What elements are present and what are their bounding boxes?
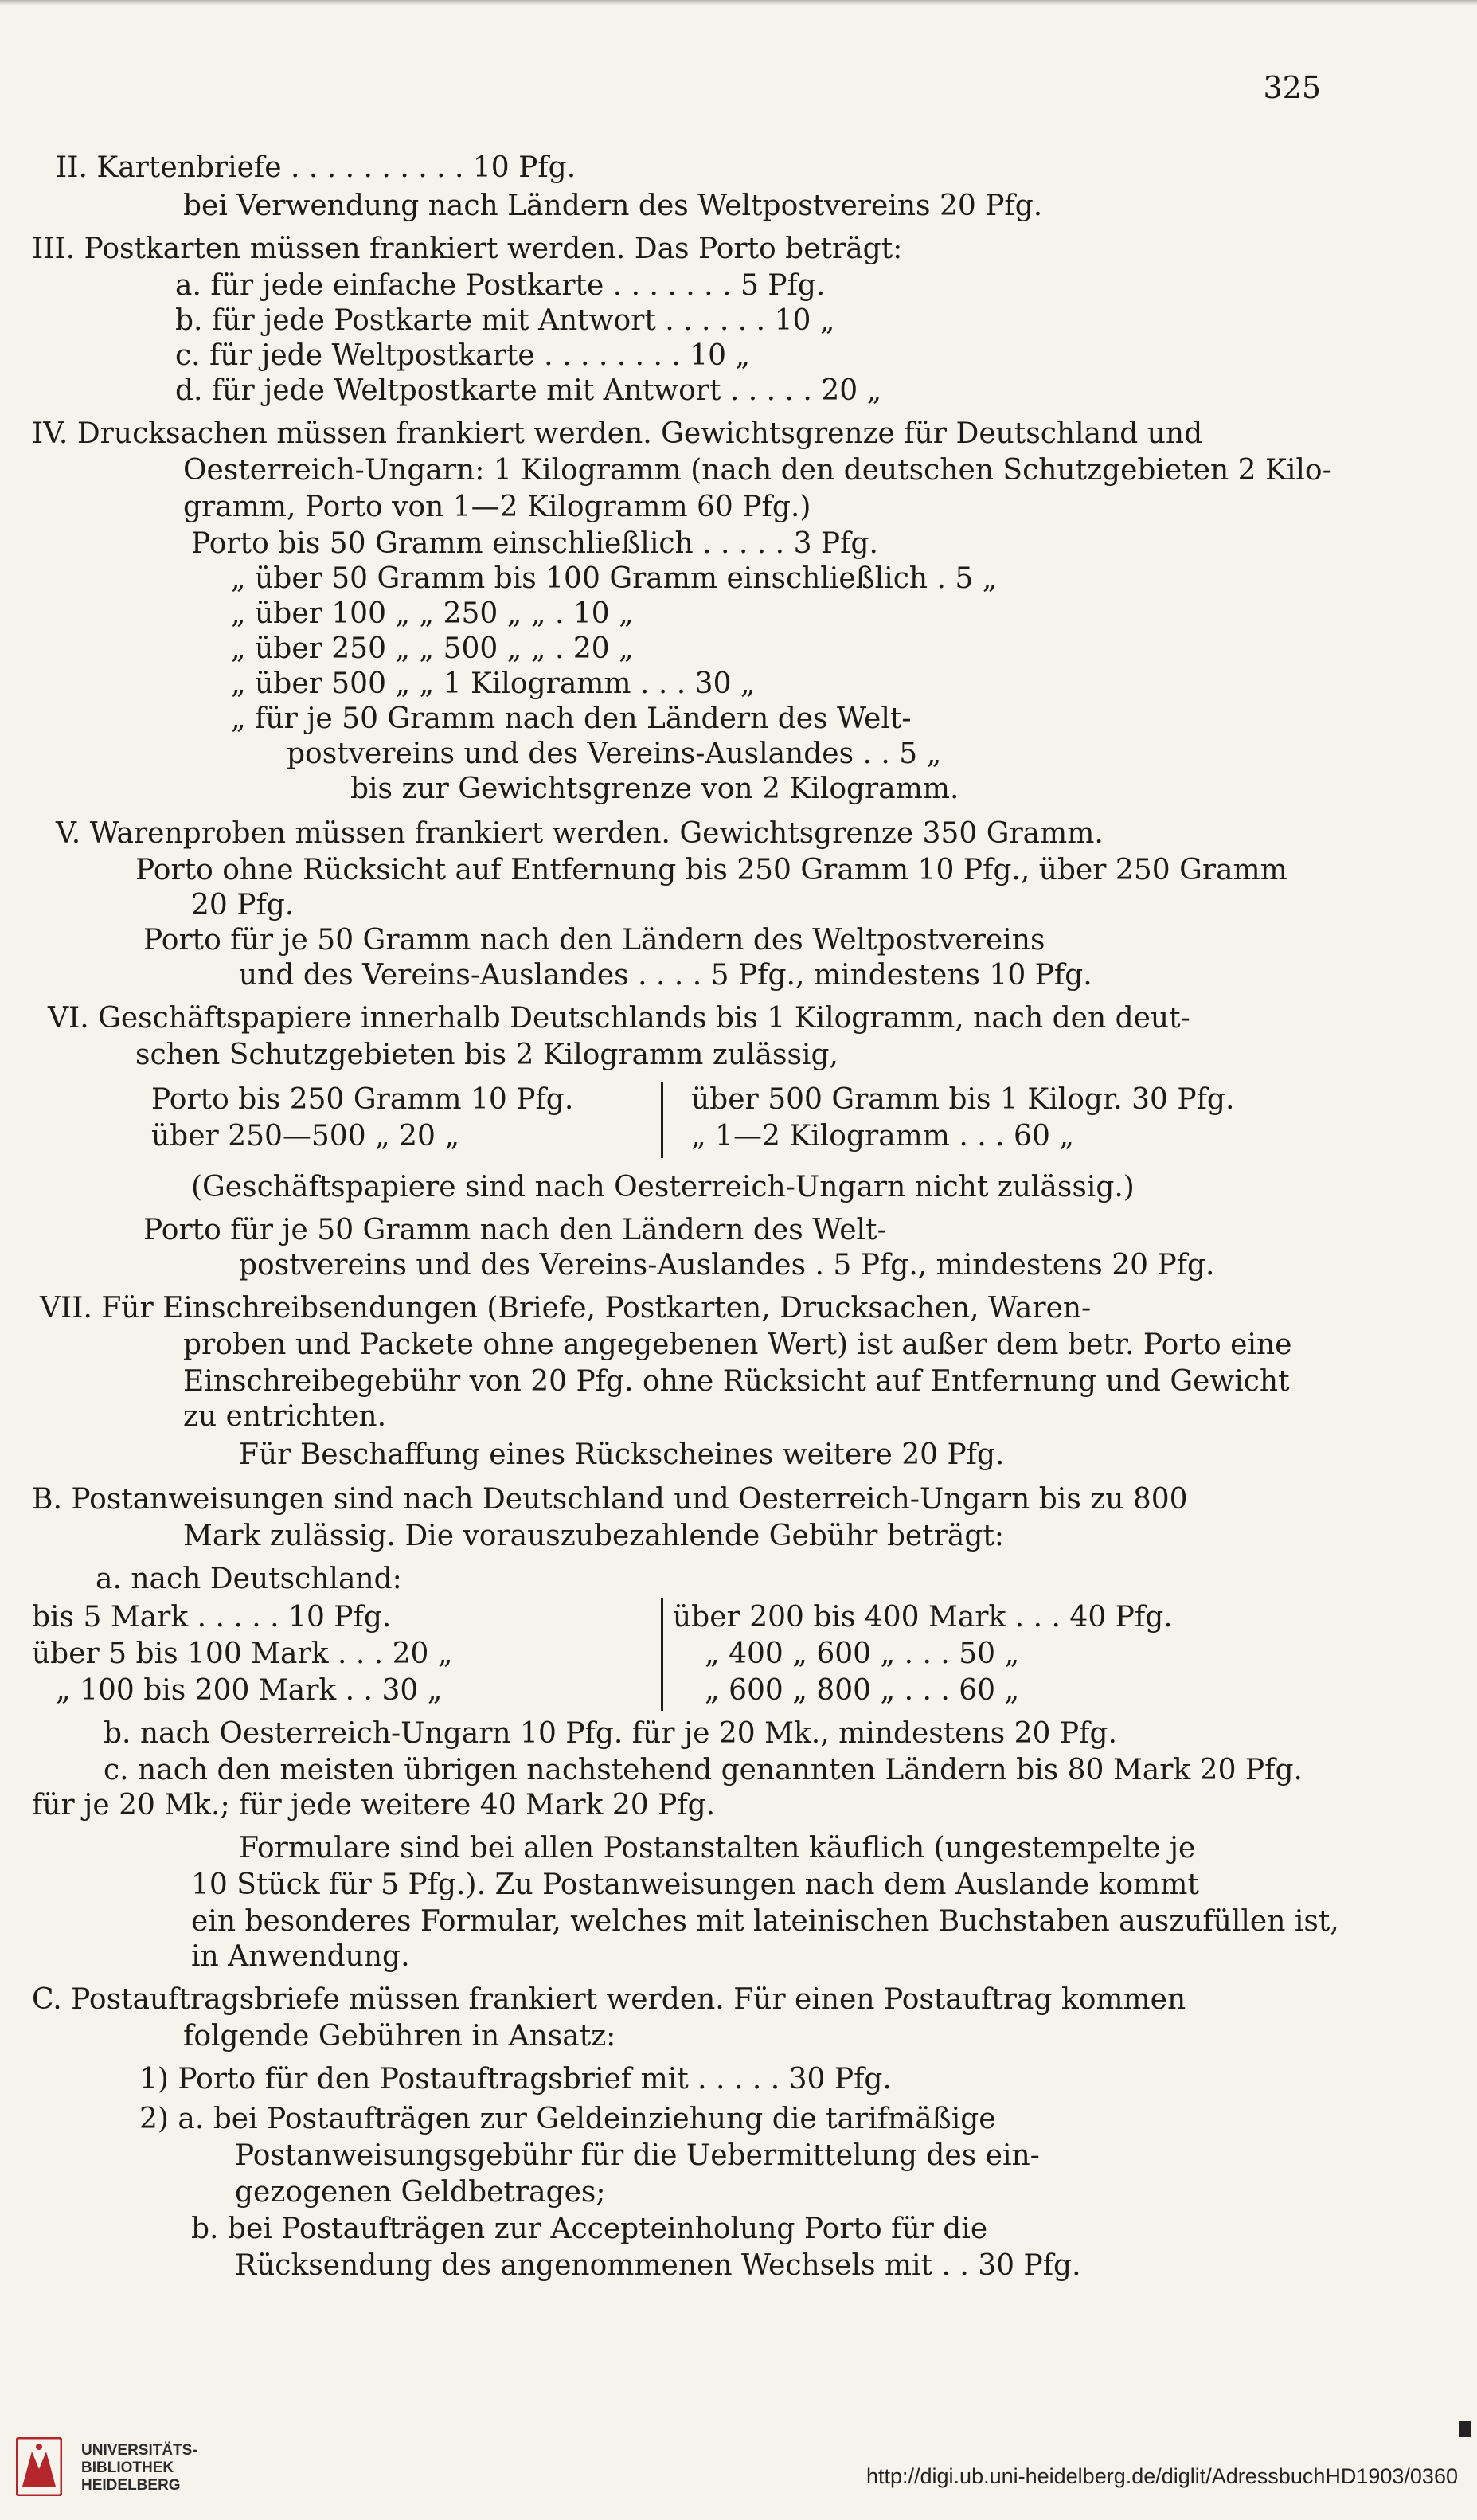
line-pa-oesterreich: b. nach Oesterreich-Ungarn 10 Pfg. für je 20 Mk., mindestens 20 Pfg. [104, 1717, 1117, 1750]
library-name-line: UNIVERSITÄTS- [81, 2442, 197, 2459]
line-drucksachen-rate-1: Porto bis 50 Gramm einschließlich . . . . . 3 Pfg. [191, 527, 878, 560]
source-url-link[interactable]: http://digi.ub.uni-heidelberg.de/diglit/AdressbuchHD1903/0360 [865, 2464, 1458, 2488]
line-postkarten-heading: III. Postkarten müssen frankiert werden. Das Porto beträgt: [32, 233, 903, 265]
column-divider [661, 1598, 663, 1711]
line-postkarte-d: d. für jede Weltpostkarte mit Antwort . . . . . 20 „ [175, 374, 882, 407]
line-postanweisungen-1: B. Postanweisungen sind nach Deutschland und Oesterreich-Ungarn bis zu 800 [32, 1483, 1188, 1516]
line-postauftrag-item-2a-1: 2) a. bei Postaufträgen zur Geldeinziehung die tarifmäßige [139, 2103, 996, 2135]
line-warenproben-1: V. Warenproben müssen frankiert werden. Gewichtsgrenze 350 Gramm. [56, 817, 1104, 850]
line-formulare-3: ein besonderes Formular, welches mit lateinischen Buchstaben auszufüllen ist, [191, 1905, 1339, 1938]
line-drucksachen-rate-3: „ über 100 „ „ 250 „ „ . 10 „ [231, 597, 634, 630]
line-gp-right-2: „ 1—2 Kilogramm . . . 60 „ [691, 1120, 1074, 1152]
line-postauftrag-item-1: 1) Porto für den Postauftragsbrief mit . . . . . 30 Pfg. [139, 2063, 892, 2095]
line-formulare-2: 10 Stück für 5 Pfg.). Zu Postanweisungen nach dem Auslande kommt [191, 1868, 1199, 1901]
line-postauftrag-2: folgende Gebühren in Ansatz: [183, 2020, 616, 2052]
line-warenproben-3: 20 Pfg. [191, 889, 295, 922]
line-pa-left-1: bis 5 Mark . . . . . 10 Pfg. [32, 1601, 392, 1634]
line-pa-right-3: „ 600 „ 800 „ . . . 60 „ [705, 1674, 1020, 1707]
line-nach-deutschland: a. nach Deutschland: [96, 1563, 402, 1595]
line-einschreib-4: zu entrichten. [183, 1400, 387, 1433]
line-warenproben-2: Porto ohne Rücksicht auf Entfernung bis 250 Gramm 10 Pfg., über 250 Gramm [135, 854, 1287, 886]
line-postauftrag-1: C. Postauftragsbriefe müssen frankiert werden. Für einen Postauftrag kommen [32, 1983, 1186, 2016]
line-gp-welt-2: postvereins und des Vereins-Auslandes . 5 Pfg., mindestens 20 Pfg. [239, 1249, 1215, 1282]
line-gp-left-1: Porto bis 250 Gramm 10 Pfg. [151, 1083, 574, 1116]
line-postanweisungen-2: Mark zulässig. Die vorauszubezahlende Gebühr beträgt: [183, 1520, 1004, 1552]
line-pa-ausland-1: c. nach den meisten übrigen nachstehend genannten Ländern bis 80 Mark 20 Pfg. [104, 1754, 1303, 1786]
library-name-line: HEIDELBERG [81, 2477, 181, 2494]
line-postkarte-b: b. für jede Postkarte mit Antwort . . . . . . 10 „ [175, 304, 835, 337]
line-gp-right-1: über 500 Gramm bis 1 Kilogr. 30 Pfg. [691, 1083, 1235, 1116]
line-gp-left-2: über 250—500 „ 20 „ [151, 1120, 460, 1152]
line-drucksachen-rate-6b: postvereins und des Vereins-Auslandes . . 5 „ [287, 738, 942, 770]
university-seal-icon [16, 2437, 62, 2496]
line-postkarte-c: c. für jede Weltpostkarte . . . . . . . . 10 „ [175, 339, 751, 372]
line-pa-left-2: über 5 bis 100 Mark . . . 20 „ [32, 1638, 453, 1670]
line-formulare-4: in Anwendung. [191, 1940, 410, 1973]
line-einschreib-1: VII. Für Einschreibsendungen (Briefe, Postkarten, Drucksachen, Waren- [40, 1292, 1092, 1325]
line-postauftrag-item-2b-2: Rücksendung des angenommenen Wechsels mit . . 30 Pfg. [235, 2249, 1081, 2282]
line-drucksachen-rate-4: „ über 250 „ „ 500 „ „ . 20 „ [231, 632, 634, 665]
line-drucksachen-3: gramm, Porto von 1—2 Kilogramm 60 Pfg.) [183, 491, 811, 523]
line-warenproben-5: und des Vereins-Auslandes . . . . 5 Pfg., mindestens 10 Pfg. [239, 959, 1092, 992]
line-drucksachen-rate-2: „ über 50 Gramm bis 100 Gramm einschließlich . 5 „ [231, 562, 998, 595]
line-drucksachen-rate-6: „ für je 50 Gramm nach den Ländern des Welt- [231, 702, 912, 735]
line-drucksachen-limit: bis zur Gewichtsgrenze von 2 Kilogramm. [350, 773, 959, 805]
line-postkarte-a: a. für jede einfache Postkarte . . . . . . . 5 Pfg. [175, 269, 826, 302]
scan-edge [0, 0, 1477, 5]
line-geschaeftspapiere-1: VI. Geschäftspapiere innerhalb Deutschlands bis 1 Kilogramm, nach den deut- [48, 1002, 1190, 1035]
line-drucksachen-1: IV. Drucksachen müssen frankiert werden. Gewichtsgrenze für Deutschland und [32, 417, 1203, 450]
line-pa-right-2: „ 400 „ 600 „ . . . 50 „ [705, 1638, 1020, 1670]
page-number: 325 [1263, 70, 1321, 105]
line-drucksachen-rate-5: „ über 500 „ „ 1 Kilogramm . . . 30 „ [231, 667, 756, 700]
line-postauftrag-item-2a-3: gezogenen Geldbetrages; [235, 2176, 606, 2209]
line-drucksachen-2: Oesterreich-Ungarn: 1 Kilogramm (nach den deutschen Schutzgebieten 2 Kilo- [183, 454, 1332, 487]
line-einschreib-3: Einschreibegebühr von 20 Pfg. ohne Rücksicht auf Entfernung und Gewicht [183, 1365, 1290, 1398]
line-kartenbriefe-welt: bei Verwendung nach Ländern des Weltpostvereins 20 Pfg. [183, 190, 1043, 222]
line-rueckschein: Für Beschaffung eines Rückscheines weitere 20 Pfg. [239, 1438, 1005, 1471]
line-einschreib-2: proben und Packete ohne angegebenen Wert) ist außer dem betr. Porto eine [183, 1328, 1292, 1361]
library-name-line: BIBLIOTHEK [81, 2459, 174, 2476]
line-warenproben-4: Porto für je 50 Gramm nach den Ländern des Weltpostvereins [143, 924, 1045, 957]
line-postauftrag-item-2b-1: b. bei Postaufträgen zur Accepteinholung Porto für die [191, 2213, 988, 2245]
line-postauftrag-item-2a-2: Postanweisungsgebühr für die Uebermittelung des ein- [235, 2139, 1040, 2172]
line-pa-ausland-2: für je 20 Mk.; für jede weitere 40 Mark 20 Pfg. [32, 1789, 716, 1822]
line-gp-note: (Geschäftspapiere sind nach Oesterreich-Ungarn nicht zulässig.) [191, 1171, 1135, 1203]
library-name [81, 2442, 197, 2495]
line-pa-left-3: „ 100 bis 200 Mark . . 30 „ [56, 1674, 443, 1707]
column-divider [661, 1082, 663, 1158]
scan-marker [1459, 2421, 1471, 2437]
line-kartenbriefe: II. Kartenbriefe . . . . . . . . . . 10 Pfg. [56, 151, 576, 184]
line-gp-welt-1: Porto für je 50 Gramm nach den Ländern des Welt- [143, 1214, 887, 1246]
line-geschaeftspapiere-2: schen Schutzgebieten bis 2 Kilogramm zulässig, [135, 1039, 838, 1071]
line-formulare-1: Formulare sind bei allen Postanstalten käuflich (ungestempelte je [239, 1832, 1196, 1865]
line-pa-right-1: über 200 bis 400 Mark . . . 40 Pfg. [673, 1601, 1173, 1634]
